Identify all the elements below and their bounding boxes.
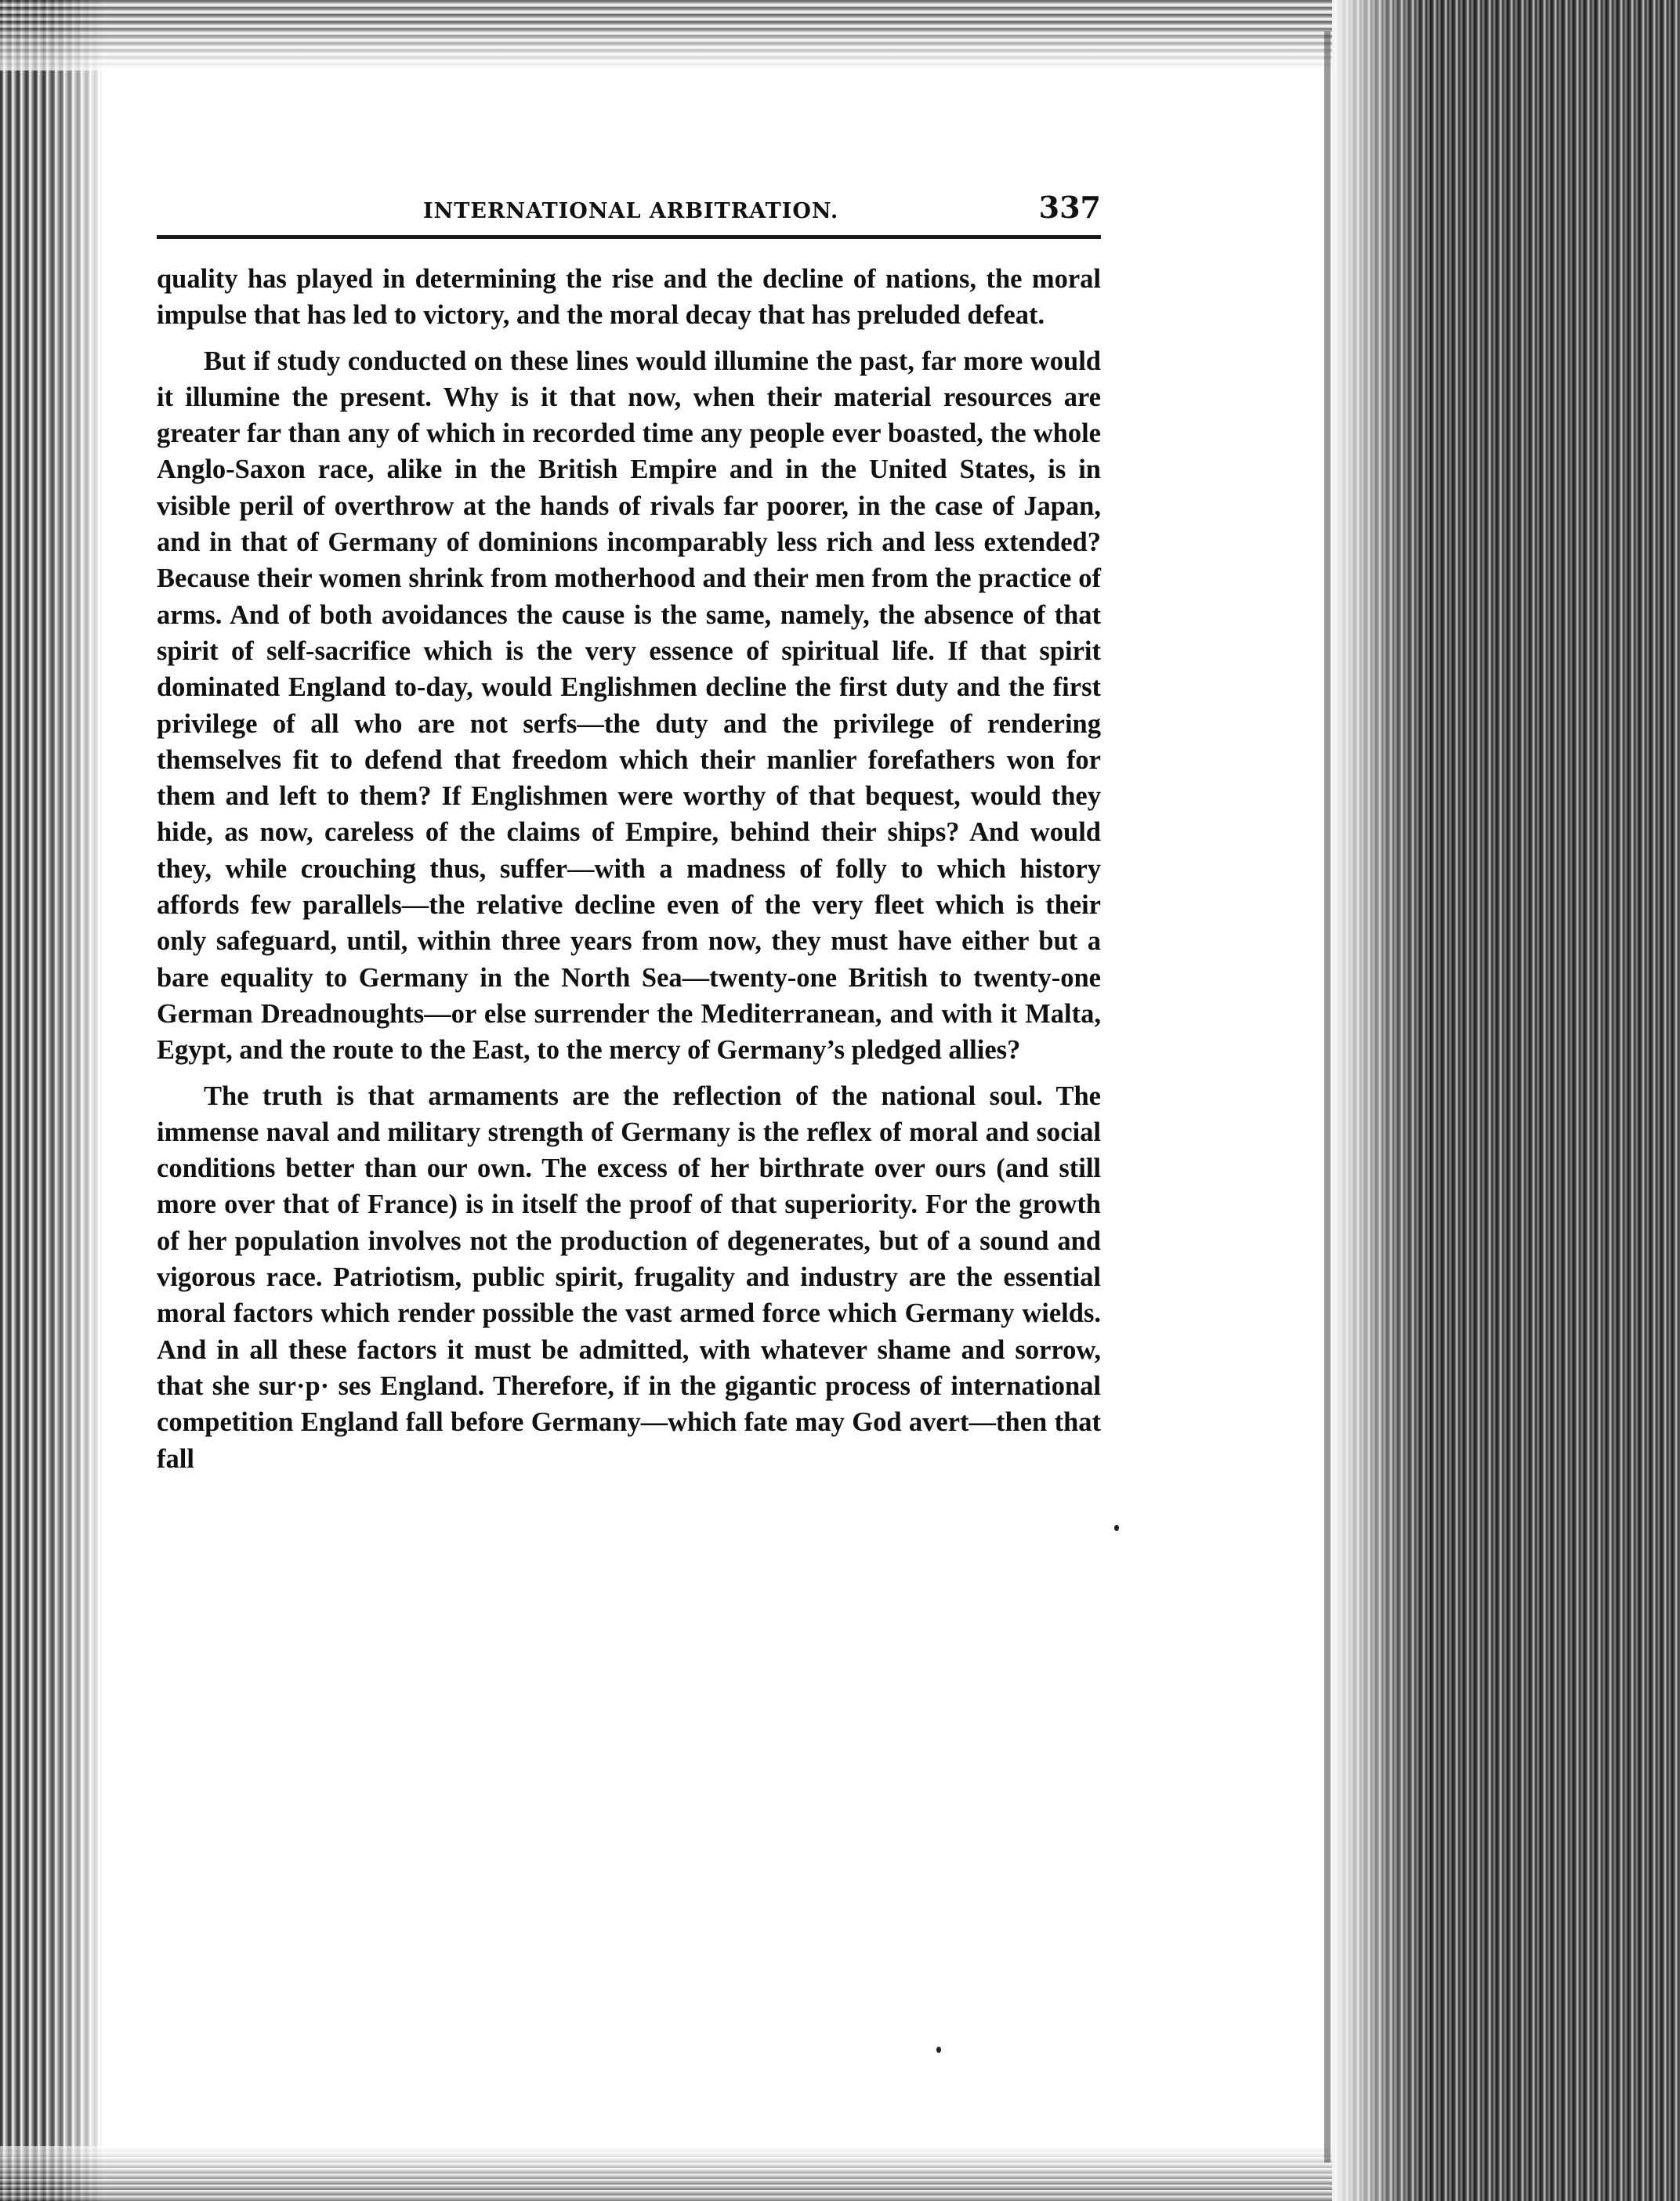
paragraph-1: quality has played in determining the rise and the decline of nations, the moral impulse that has led to victory, and the moral decay that has preluded defeat. xyxy=(157,264,1101,331)
paragraph-3: The truth is that armaments are the reflection of the national soul. The immense naval and military strength of Germany is the reflex of moral and social conditions better than our own. The excess of her birthrate over ours (and still more over that of France) is in itself the proof of that superiority. For the growth of her population involves not the production of degenerates, but of a sound and vigorous race. Patriotism, public spirit, frugality and industry are the essential moral factors which render possible the vast armed force which Germany wields. And in all these factors it must be admitted, with whatever shame and sorrow, that she sur·p· ses England. Therefore, if in the gigantic process of international competition England fall before Germany—which fate may God avert—then that fall xyxy=(157,1081,1101,1474)
running-title: INTERNATIONAL ARBITRATION. xyxy=(423,199,839,223)
stray-ink-dot xyxy=(1114,1525,1119,1531)
stray-ink-dot xyxy=(936,2047,941,2053)
printed-page xyxy=(157,188,1101,1486)
paragraph-2: But if study conducted on these lines would illumine the past, far more would it illumine the present. Why is it that now, when their material resources are greater far than any of which in recorded time any people ever boasted, the whole Anglo-Saxon race, alike in the British Empire and in the United States, is in visible peril of overthrow at the hands of rivals far poorer, in the case of Japan, and in that of Germany of dominions incomparably less rich and less extended? Because their women shrink from motherhood and their men from the practice of arms. And of both avoidances the cause is the same, namely, the absence of that spirit of self-sacrifice which is the very essence of spiritual life. If that spirit dominated England to-day, would Englishmen decline the first duty and the first privilege of all who are not serfs—the duty and the privilege of rendering themselves fit to defend that freedom which their manlier forefathers won for them and left to them? If Englishmen were worthy of that bequest, would they hide, as now, careless of the claims of Empire, behind their ships? And would they, while crouching thus, suffer—with a madness of folly to which history affords few parallels—the relative decline even of the very fleet which is their only safeguard, until, within three years from now, they must have either but a bare equality to Germany in the North Sea—twenty-one British to twenty-one German Dreadnoughts—or else surrender the Mediterranean, and with it Malta, Egypt, and the route to the East, to the mercy of Germany’s pledged allies? xyxy=(157,346,1101,1066)
bottom-scan-edge xyxy=(0,2146,1332,2201)
page-fold-line xyxy=(1324,31,1331,2163)
top-scan-edge xyxy=(0,0,1332,71)
running-head xyxy=(157,188,1101,239)
book-spine-edge xyxy=(1332,0,1680,2201)
left-scan-edge xyxy=(0,0,102,2201)
page-number: 337 xyxy=(1038,190,1101,225)
body-text xyxy=(157,261,1101,1477)
